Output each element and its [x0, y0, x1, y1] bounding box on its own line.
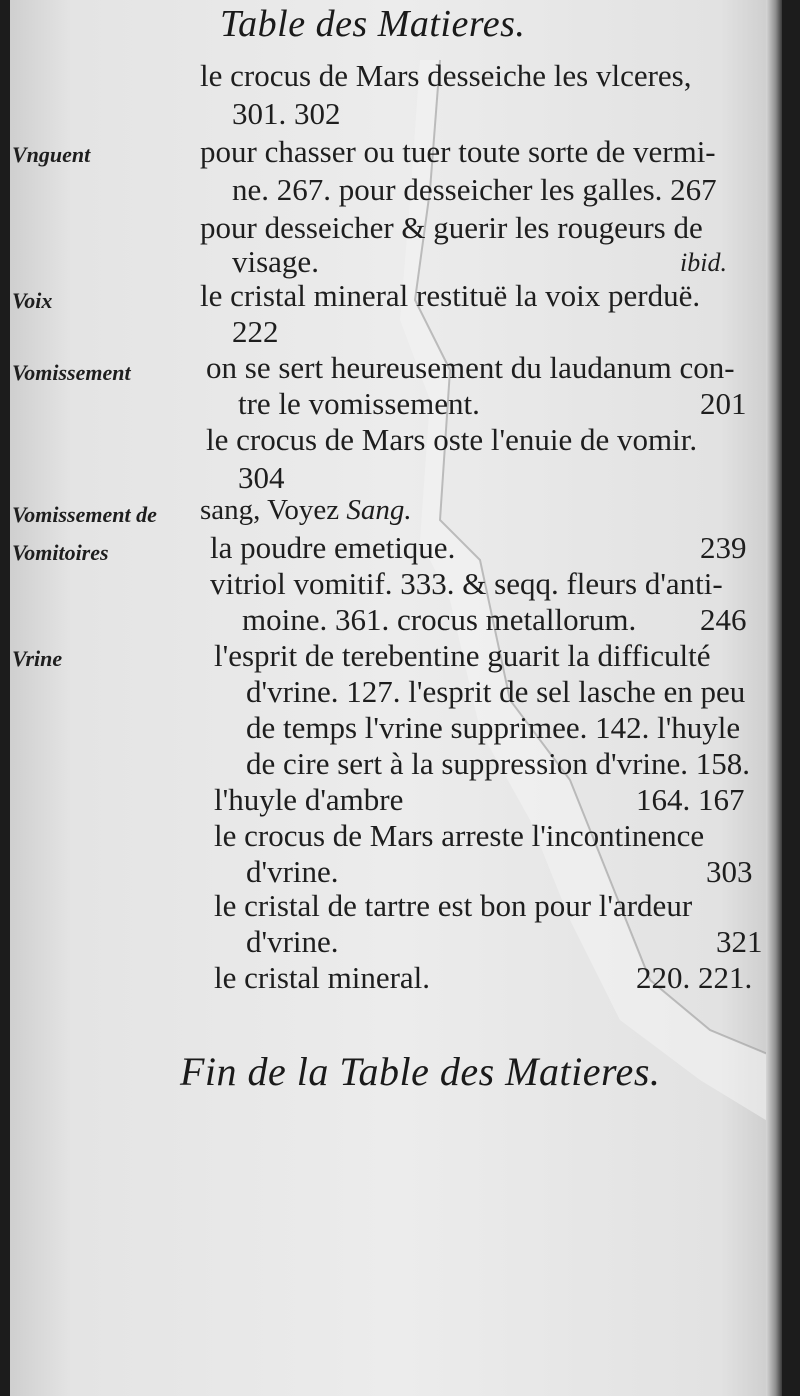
entry-line: visage.: [232, 244, 319, 279]
index-keyword: Vnguent: [12, 142, 91, 167]
entry-line: le crocus de Mars oste l'enuie de vomir.: [206, 422, 698, 457]
entry-line: le crocus de Mars arreste l'incontinence: [214, 818, 705, 853]
entry-line: vitriol vomitif. 333. & seqq. fleurs d'anti-: [210, 566, 723, 601]
page-ref: 246: [700, 602, 747, 637]
entry-line: l'esprit de terebentine guarit la difficulté: [214, 638, 711, 673]
entry-line: 222: [232, 314, 279, 349]
entry-line: pour desseicher & guerir les rougeurs de: [200, 210, 703, 245]
entry-line: on se sert heureusement du laudanum con-: [206, 350, 735, 385]
entry-line: d'vrine.: [246, 924, 339, 959]
entry-line: moine. 361. crocus metallorum.: [242, 602, 637, 637]
index-keyword: Vomissement: [12, 360, 131, 385]
page-ref: 303: [706, 854, 753, 889]
book-page: [10, 0, 782, 1396]
entry-line: de temps l'vrine supprimee. 142. l'huyle: [246, 710, 741, 745]
index-keyword: Vomitoires: [12, 540, 109, 565]
entry-line: le crocus de Mars desseiche les vlceres,: [200, 58, 692, 93]
entry-line: le cristal mineral.: [214, 960, 431, 995]
entry-line: d'vrine.: [246, 854, 339, 889]
entry-line: le cristal mineral restituë la voix perduë.: [200, 278, 701, 313]
page-ref: 239: [700, 530, 747, 565]
entry-line: d'vrine. 127. l'esprit de sel lasche en peu: [246, 674, 746, 709]
closing-line: Fin de la Table des Matieres.: [180, 1049, 661, 1094]
entry-line: 304: [238, 460, 285, 495]
entry-line: ne. 267. pour desseicher les galles. 267: [232, 172, 717, 207]
index-keyword-inline: sang,: [200, 494, 261, 526]
see-reference: Voyez: [267, 494, 340, 526]
page-ref: ibid.: [680, 248, 727, 277]
entry-line: 301. 302: [232, 96, 341, 131]
index-keyword: Voix: [12, 288, 53, 313]
entry-line: de cire sert à la suppression d'vrine. 158.: [246, 746, 751, 781]
entry-line: [200, 494, 412, 527]
page-ref: 164. 167: [636, 782, 745, 817]
index-keyword: Vrine: [12, 646, 63, 671]
page-ref: 321: [716, 924, 763, 959]
entry-line: tre le vomissement.: [238, 386, 480, 421]
entry-line: l'huyle d'ambre: [214, 782, 404, 817]
running-head: Table des Matieres.: [220, 3, 526, 45]
page-edge: [766, 0, 782, 1396]
page-ref: 201: [700, 386, 747, 421]
entry-line: le cristal de tartre est bon pour l'ardeur: [214, 888, 693, 923]
entry-line: la poudre emetique.: [210, 530, 456, 565]
entry-line: pour chasser ou tuer toute sorte de vermi-: [200, 134, 716, 169]
index-keyword: Vomissement de: [12, 502, 157, 527]
index-keyword-inline: Sang.: [346, 494, 412, 526]
page-ref: 220. 221.: [636, 960, 753, 995]
